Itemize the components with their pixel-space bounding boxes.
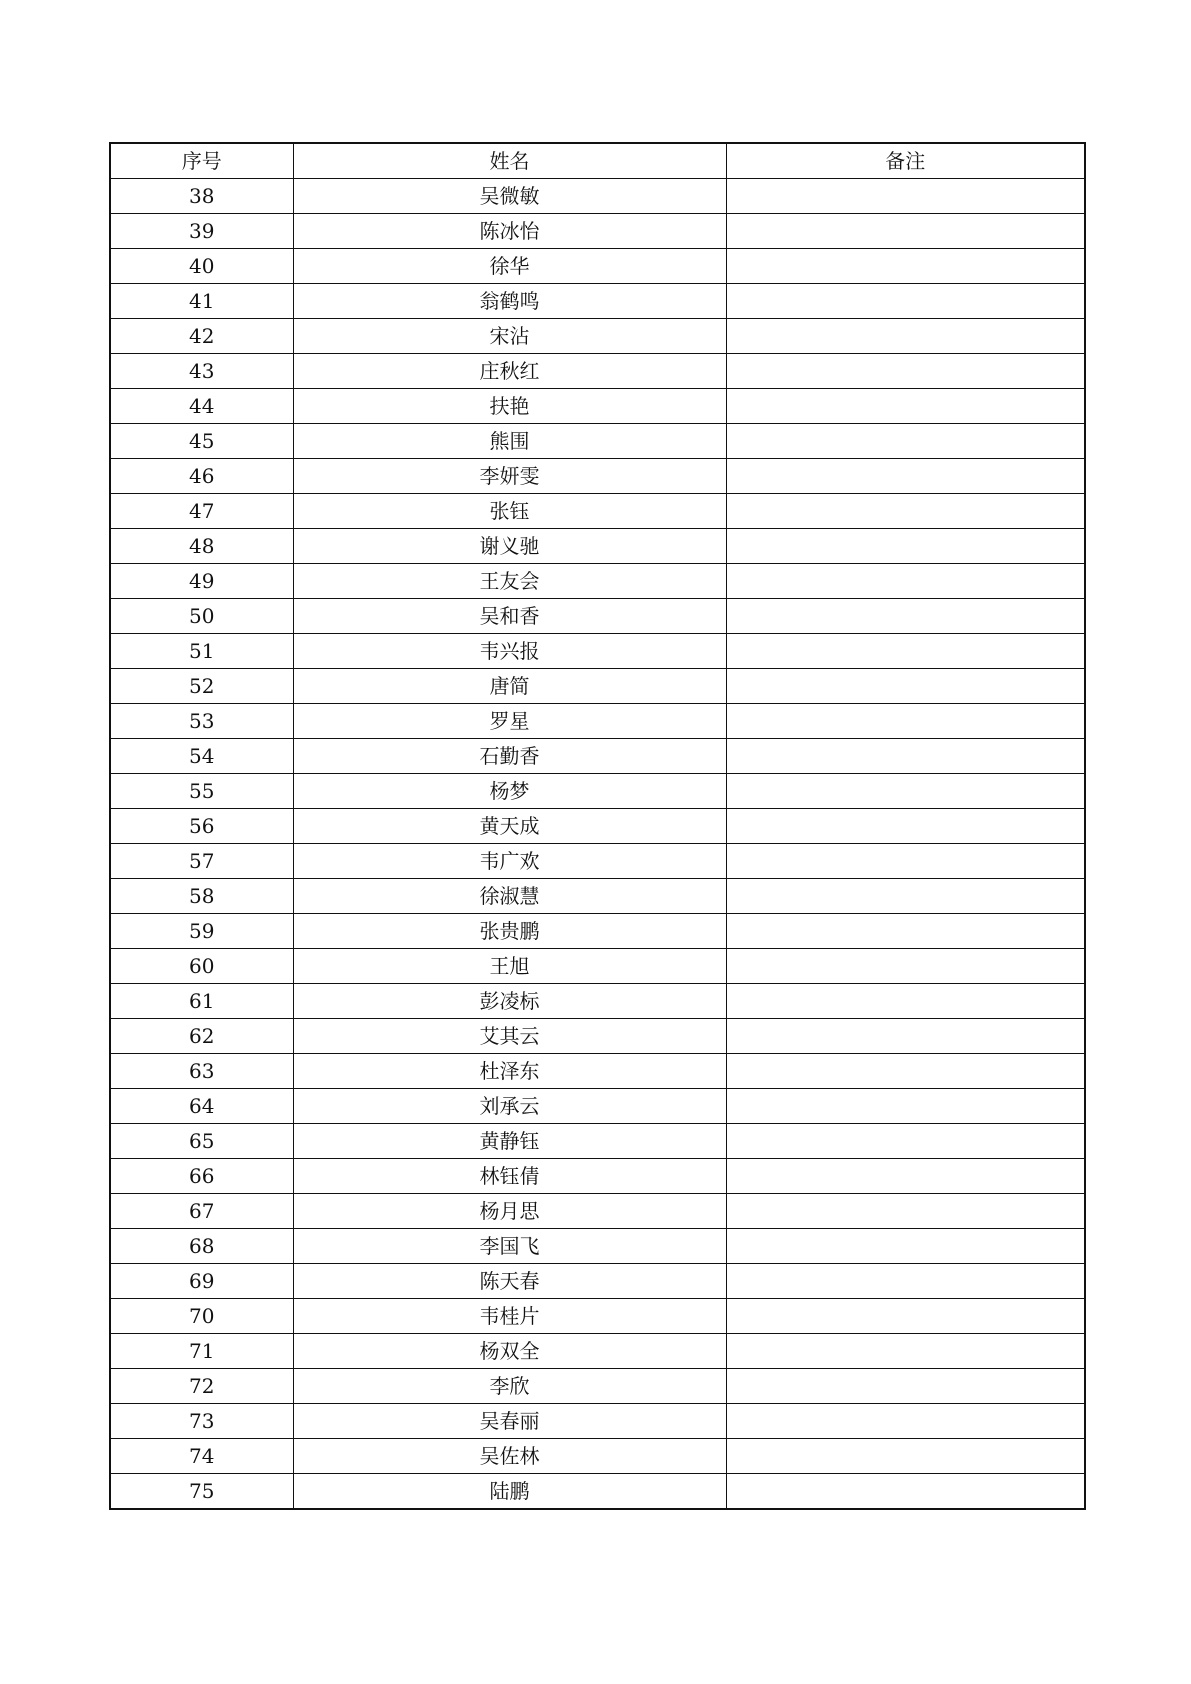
remarks-cell: [726, 214, 1085, 249]
serial-number-cell: 51: [110, 634, 293, 669]
remarks-cell: [726, 354, 1085, 389]
serial-number-cell: 69: [110, 1264, 293, 1299]
remarks-cell: [726, 564, 1085, 599]
table-row: [110, 844, 1085, 879]
table-row: [110, 494, 1085, 529]
serial-number-cell: 60: [110, 949, 293, 984]
table-row: [110, 179, 1085, 214]
remarks-cell: [726, 774, 1085, 809]
serial-number-cell: 49: [110, 564, 293, 599]
name-cell: 谢义驰: [293, 529, 726, 564]
serial-number-cell: 52: [110, 669, 293, 704]
serial-number-cell: 73: [110, 1404, 293, 1439]
table-row: [110, 634, 1085, 669]
name-cell: 艾其云: [293, 1019, 726, 1054]
serial-number-cell: 40: [110, 249, 293, 284]
name-cell: 庄秋红: [293, 354, 726, 389]
name-cell: 王旭: [293, 949, 726, 984]
table-row: [110, 564, 1085, 599]
table-row: [110, 809, 1085, 844]
name-cell: 陆鹏: [293, 1474, 726, 1510]
name-cell: 吴和香: [293, 599, 726, 634]
remarks-cell: [726, 704, 1085, 739]
table-row: [110, 354, 1085, 389]
table-row: [110, 529, 1085, 564]
name-cell: 李妍雯: [293, 459, 726, 494]
table-row: [110, 1124, 1085, 1159]
table-row: [110, 389, 1085, 424]
remarks-cell: [726, 319, 1085, 354]
name-cell: 熊围: [293, 424, 726, 459]
table-row: [110, 1369, 1085, 1404]
name-cell: 吴佐林: [293, 1439, 726, 1474]
serial-number-cell: 48: [110, 529, 293, 564]
table-row: [110, 1404, 1085, 1439]
table-row: [110, 1159, 1085, 1194]
remarks-cell: [726, 1369, 1085, 1404]
serial-number-cell: 57: [110, 844, 293, 879]
remarks-cell: [726, 1054, 1085, 1089]
table-row: [110, 284, 1085, 319]
table-row: [110, 1194, 1085, 1229]
remarks-cell: [726, 1229, 1085, 1264]
table-row: [110, 1474, 1085, 1510]
name-cell: 扶艳: [293, 389, 726, 424]
table-row: [110, 774, 1085, 809]
serial-number-cell: 53: [110, 704, 293, 739]
name-cell: 宋沾: [293, 319, 726, 354]
serial-number-cell: 39: [110, 214, 293, 249]
serial-number-cell: 63: [110, 1054, 293, 1089]
table-row: [110, 1019, 1085, 1054]
remarks-cell: [726, 389, 1085, 424]
header-remarks: 备注: [726, 143, 1085, 179]
name-cell: 杨月思: [293, 1194, 726, 1229]
table-row: [110, 704, 1085, 739]
serial-number-cell: 65: [110, 1124, 293, 1159]
remarks-cell: [726, 669, 1085, 704]
table-row: [110, 424, 1085, 459]
serial-number-cell: 70: [110, 1299, 293, 1334]
name-cell: 林钰倩: [293, 1159, 726, 1194]
serial-number-cell: 50: [110, 599, 293, 634]
serial-number-cell: 62: [110, 1019, 293, 1054]
serial-number-cell: 68: [110, 1229, 293, 1264]
remarks-cell: [726, 1019, 1085, 1054]
serial-number-cell: 74: [110, 1439, 293, 1474]
table-row: [110, 1264, 1085, 1299]
name-cell: 韦兴报: [293, 634, 726, 669]
remarks-cell: [726, 844, 1085, 879]
remarks-cell: [726, 984, 1085, 1019]
name-cell: 韦桂片: [293, 1299, 726, 1334]
remarks-cell: [726, 599, 1085, 634]
table-row: [110, 914, 1085, 949]
serial-number-cell: 41: [110, 284, 293, 319]
name-cell: 吴微敏: [293, 179, 726, 214]
name-cell: 杨梦: [293, 774, 726, 809]
remarks-cell: [726, 1439, 1085, 1474]
serial-number-cell: 44: [110, 389, 293, 424]
serial-number-cell: 64: [110, 1089, 293, 1124]
table-row: [110, 1439, 1085, 1474]
header-row: [110, 143, 1085, 179]
serial-number-cell: 58: [110, 879, 293, 914]
name-cell: 陈天春: [293, 1264, 726, 1299]
serial-number-cell: 66: [110, 1159, 293, 1194]
table-header: [110, 143, 1085, 179]
remarks-cell: [726, 809, 1085, 844]
remarks-cell: [726, 284, 1085, 319]
remarks-cell: [726, 529, 1085, 564]
remarks-cell: [726, 949, 1085, 984]
name-cell: 张钰: [293, 494, 726, 529]
serial-number-cell: 54: [110, 739, 293, 774]
serial-number-cell: 42: [110, 319, 293, 354]
name-cell: 杜泽东: [293, 1054, 726, 1089]
serial-number-cell: 67: [110, 1194, 293, 1229]
header-serial-number: 序号: [110, 143, 293, 179]
table-row: [110, 1089, 1085, 1124]
remarks-cell: [726, 459, 1085, 494]
serial-number-cell: 56: [110, 809, 293, 844]
remarks-cell: [726, 739, 1085, 774]
remarks-cell: [726, 1404, 1085, 1439]
table-row: [110, 599, 1085, 634]
serial-number-cell: 59: [110, 914, 293, 949]
serial-number-cell: 75: [110, 1474, 293, 1510]
serial-number-cell: 47: [110, 494, 293, 529]
remarks-cell: [726, 879, 1085, 914]
name-cell: 黄静钰: [293, 1124, 726, 1159]
serial-number-cell: 43: [110, 354, 293, 389]
table-row: [110, 249, 1085, 284]
table-row: [110, 319, 1085, 354]
name-cell: 刘承云: [293, 1089, 726, 1124]
remarks-cell: [726, 494, 1085, 529]
serial-number-cell: 55: [110, 774, 293, 809]
name-cell: 徐华: [293, 249, 726, 284]
table-row: [110, 214, 1085, 249]
remarks-cell: [726, 1089, 1085, 1124]
name-cell: 张贵鹏: [293, 914, 726, 949]
serial-number-cell: 46: [110, 459, 293, 494]
table-row: [110, 739, 1085, 774]
serial-number-cell: 72: [110, 1369, 293, 1404]
table-row: [110, 459, 1085, 494]
name-cell: 石勤香: [293, 739, 726, 774]
remarks-cell: [726, 1334, 1085, 1369]
remarks-cell: [726, 1299, 1085, 1334]
name-cell: 韦广欢: [293, 844, 726, 879]
remarks-cell: [726, 1194, 1085, 1229]
name-cell: 王友会: [293, 564, 726, 599]
table-body: [110, 179, 1085, 1510]
table-row: [110, 1054, 1085, 1089]
name-cell: 吴春丽: [293, 1404, 726, 1439]
roster-table: [109, 142, 1086, 1510]
remarks-cell: [726, 249, 1085, 284]
remarks-cell: [726, 179, 1085, 214]
name-cell: 罗星: [293, 704, 726, 739]
name-cell: 杨双全: [293, 1334, 726, 1369]
name-cell: 黄天成: [293, 809, 726, 844]
name-cell: 李国飞: [293, 1229, 726, 1264]
table-row: [110, 879, 1085, 914]
header-name: 姓名: [293, 143, 726, 179]
table-row: [110, 1229, 1085, 1264]
remarks-cell: [726, 1474, 1085, 1510]
table-row: [110, 984, 1085, 1019]
remarks-cell: [726, 1124, 1085, 1159]
serial-number-cell: 61: [110, 984, 293, 1019]
table-row: [110, 669, 1085, 704]
remarks-cell: [726, 634, 1085, 669]
remarks-cell: [726, 1264, 1085, 1299]
serial-number-cell: 38: [110, 179, 293, 214]
table-row: [110, 949, 1085, 984]
name-cell: 陈冰怡: [293, 214, 726, 249]
table-row: [110, 1299, 1085, 1334]
name-cell: 翁鹤鸣: [293, 284, 726, 319]
remarks-cell: [726, 914, 1085, 949]
name-cell: 唐简: [293, 669, 726, 704]
name-cell: 徐淑慧: [293, 879, 726, 914]
table-row: [110, 1334, 1085, 1369]
name-cell: 彭凌标: [293, 984, 726, 1019]
serial-number-cell: 45: [110, 424, 293, 459]
serial-number-cell: 71: [110, 1334, 293, 1369]
remarks-cell: [726, 424, 1085, 459]
remarks-cell: [726, 1159, 1085, 1194]
name-cell: 李欣: [293, 1369, 726, 1404]
